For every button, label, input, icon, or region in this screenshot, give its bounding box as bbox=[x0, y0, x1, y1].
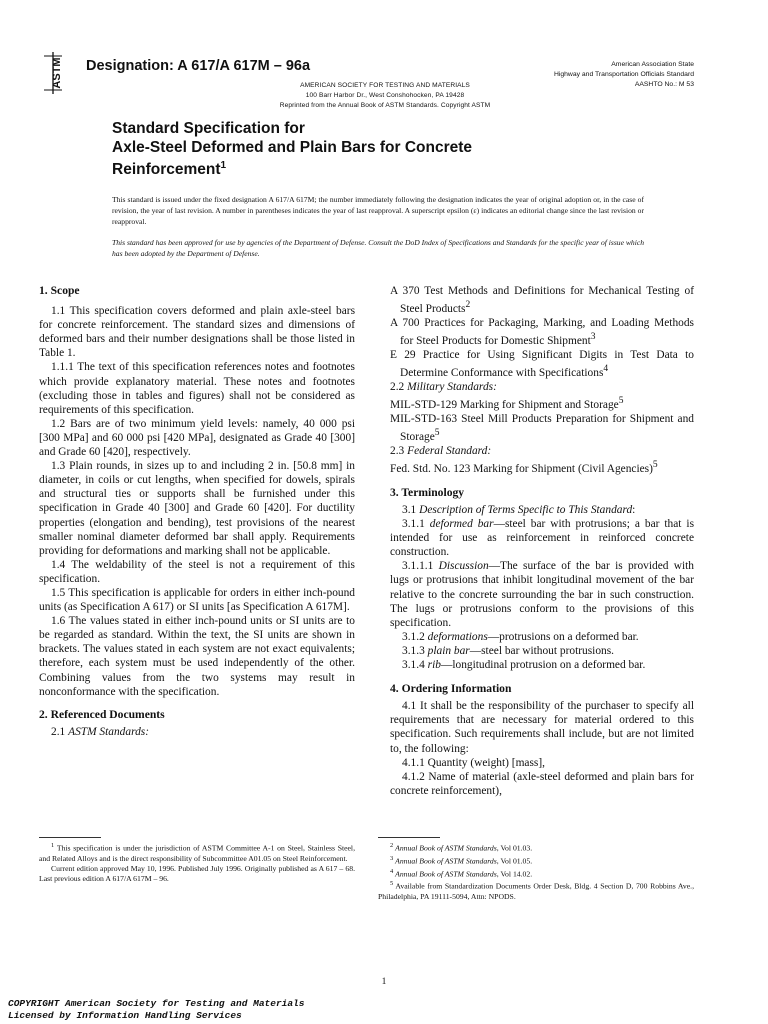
footnote-marker: 4 bbox=[390, 867, 394, 875]
definition-text: —protrusions on a deformed bar. bbox=[487, 630, 639, 643]
copyright-line: Licensed by Information Handling Services bbox=[8, 1010, 242, 1021]
reference-item bbox=[390, 348, 694, 380]
footnote-marker: 2 bbox=[390, 842, 394, 849]
paragraph bbox=[390, 444, 694, 458]
definition-text: —The surface of the bar is provided with lugs or protrusions that inhibit longitudinal movement of the bar relative to the concrete surrounding the bar in such construction. The lugs or protrusions conform to the provisions of this specification. bbox=[390, 560, 695, 629]
section-heading: 1. Scope bbox=[39, 284, 80, 297]
footnote-marker: 4 bbox=[603, 364, 609, 375]
reference-text: A 700 Practices for Packaging, Marking, and Loading Methods for Steel Products for Domestic Shipment bbox=[390, 316, 694, 347]
paragraph-label: Federal Standard: bbox=[407, 444, 492, 457]
footnote-rule bbox=[39, 837, 101, 838]
paragraph: 1.5 This specification is applicable for orders in either inch-pound units (as Specification A 617) or SI units [as Specification A 617M]. bbox=[39, 586, 355, 614]
astm-logo-text: ASTM bbox=[51, 57, 63, 89]
paragraph-number: 2.3 bbox=[390, 444, 405, 457]
footnotes-right bbox=[378, 837, 694, 902]
footnote-text: Annual Book of ASTM Standards bbox=[395, 856, 497, 866]
reference-item bbox=[390, 412, 694, 444]
paragraph: 4.1 It shall be the responsibility of the purchaser to specify all requirements that are necessary for material ordered to this specification. Such requirements shall include, but are not limited to, the following: bbox=[390, 700, 694, 755]
designation: Designation: A 617/A 617M – 96a bbox=[86, 58, 311, 74]
paragraph-number: 3.1.2 bbox=[402, 630, 425, 643]
paragraph-number: 3.1.1 bbox=[402, 518, 425, 531]
footnote bbox=[39, 841, 355, 864]
footnote bbox=[378, 841, 694, 854]
section-heading: 2. Referenced Documents bbox=[39, 707, 165, 721]
paragraph-label: ASTM Standards: bbox=[68, 725, 150, 738]
paragraph: 4.1.1 Quantity (weight) [mass], bbox=[402, 756, 545, 769]
definition bbox=[390, 644, 694, 658]
footnote-marker: 5 bbox=[618, 396, 624, 407]
definition bbox=[390, 630, 694, 644]
paragraph-number: 2.1 bbox=[51, 725, 66, 738]
paragraph: 4.1.2 Name of material (axle-steel deformed and plain bars for concrete reinforcement), bbox=[390, 770, 694, 797]
left-column bbox=[39, 284, 355, 739]
copyright-notice bbox=[8, 998, 304, 1022]
paragraph-number: 3.1.4 bbox=[402, 659, 425, 672]
footnote: Current edition approved May 10, 1996. Published July 1996. Originally published as A 617 – 68. Last previous edition A 617/A 617M – 96. bbox=[39, 863, 355, 884]
right-column bbox=[390, 284, 694, 798]
defined-term: plain bar bbox=[427, 644, 470, 657]
defined-term: rib bbox=[427, 659, 441, 672]
footnote-volume: , Vol 14.02. bbox=[496, 869, 533, 879]
footnotes-left bbox=[39, 837, 355, 884]
paragraph: 1.2 Bars are of two minimum yield levels: namely, 40 000 psi [300 MPa] and 60 000 psi [420 MPa], designated as Grade 40 [300] and Grade 60 [420], respectively. bbox=[39, 417, 355, 459]
footnote-rule bbox=[378, 837, 440, 838]
reference-text: MIL-STD-163 Steel Mill Products Preparation for Shipment and Storage bbox=[390, 412, 694, 443]
society-line: 100 Barr Harbor Dr., West Conshohocken, PA 19428 bbox=[305, 91, 465, 99]
footnote-marker: 1 bbox=[51, 842, 55, 849]
paragraph: 1.6 The values stated in either inch-pound units or SI units are to be regarded as standard. Within the text, the SI units are shown in brackets. The values stated in each system are not exact equivalents; therefore, each system must be used independently of the other. Combining values from the two systems may result in nonconformance with the specification. bbox=[39, 615, 355, 698]
reference-item bbox=[390, 458, 694, 476]
paragraph-label: Description of Terms Specific to This Standard bbox=[419, 504, 633, 516]
reference-text: MIL-STD-129 Marking for Shipment and Storage bbox=[390, 398, 619, 411]
footnote-text: Annual Book of ASTM Standards bbox=[395, 869, 497, 879]
society-block bbox=[250, 81, 520, 110]
footnote-volume: , Vol 01.05. bbox=[496, 856, 533, 866]
title-line-3 bbox=[112, 157, 472, 180]
definition bbox=[390, 658, 694, 672]
reference-text: Fed. Std. No. 123 Marking for Shipment (Civil Agencies) bbox=[390, 462, 653, 475]
reference-item bbox=[390, 284, 694, 316]
footnote-marker: 5 bbox=[652, 460, 658, 471]
page-number: 1 bbox=[381, 977, 387, 987]
footnote-text: Available from Standardization Documents Order Desk, Bldg. 4 Section D, 700 Robbins Ave., Philadelphia, PA 19111-5094, Attn: NPODS. bbox=[378, 881, 695, 902]
paragraph-number: 3.1 bbox=[402, 504, 417, 516]
footnote bbox=[378, 879, 694, 902]
section-heading: 3. Terminology bbox=[390, 485, 465, 499]
paragraph-number: 3.1.3 bbox=[402, 644, 425, 657]
society-line: Reprinted from the Annual Book of ASTM Standards. Copyright ASTM bbox=[279, 101, 491, 109]
reference-text: A 370 Test Methods and Definitions for Mechanical Testing of Steel Products bbox=[390, 285, 694, 315]
defined-term: Discussion bbox=[438, 560, 489, 573]
paragraph: 1.4 The weldability of the steel is not a requirement of this specification. bbox=[39, 558, 355, 585]
footnote-text: Annual Book of ASTM Standards bbox=[395, 843, 497, 853]
title-footnote-marker: 1 bbox=[220, 160, 227, 171]
reference-item bbox=[390, 394, 694, 412]
definition bbox=[390, 517, 694, 559]
paragraph bbox=[390, 380, 694, 394]
paragraph: 1.3 Plain rounds, in sizes up to and including 2 in. [50.8 mm] in diameter, in coils or cut lengths, when specified for dowels, spirals and structural ties or supports shall be furnished under this specification in Grade 40 [300] and Grade 60 [420]. For ductility properties (elongation and bending), test provisions of the nearest smaller nominal diameter deformed bar shall apply. Requirements providing for deformations and marking shall not be applicable. bbox=[39, 460, 355, 557]
title-text: Reinforcement bbox=[112, 161, 221, 179]
astm-logo bbox=[38, 50, 68, 96]
paragraph: 3.1 Description of Terms Specific to This Standard: bbox=[402, 504, 636, 516]
paragraph-number: 3.1.1.1 bbox=[402, 560, 434, 573]
society-line: AMERICAN SOCIETY FOR TESTING AND MATERIALS bbox=[300, 82, 470, 89]
footnote-volume: , Vol 01.03. bbox=[496, 843, 533, 853]
footnote bbox=[378, 867, 694, 880]
aashto-line: Highway and Transportation Officials Standard bbox=[553, 71, 694, 78]
title-line: Standard Specification for bbox=[112, 120, 305, 137]
definition-text: —longitudinal protrusion on a deformed bar. bbox=[440, 659, 646, 672]
aashto-line: American Association State bbox=[611, 61, 694, 68]
title-line: Axle-Steel Deformed and Plain Bars for Concrete bbox=[112, 138, 473, 156]
paragraph bbox=[39, 725, 355, 739]
aashto-line: AASHTO No.: M 53 bbox=[634, 81, 694, 88]
copyright-line: COPYRIGHT American Society for Testing and Materials bbox=[8, 998, 305, 1009]
footnote-marker: 5 bbox=[390, 880, 394, 888]
defined-term: deformations bbox=[427, 630, 488, 643]
aashto-block bbox=[508, 60, 694, 90]
section-heading: 4. Ordering Information bbox=[390, 682, 512, 696]
reference-text: E 29 Practice for Using Significant Digits in Test Data to Determine Conformance with Specifications bbox=[390, 348, 694, 379]
paragraph-number: 2.2 bbox=[390, 380, 405, 393]
footnote bbox=[378, 854, 694, 867]
definition-text: —steel bar without protrusions. bbox=[469, 644, 614, 657]
paragraph-label: Military Standards: bbox=[407, 380, 497, 393]
definition-text: —steel bar with protrusions; a bar that is intended for use as reinforcement in reinforced concrete construction. bbox=[390, 518, 694, 559]
issued-note: This standard is issued under the fixed designation A 617/A 617M; the number immediately following the designation indicates the year of original adoption or, in the case of revision, the year of last revision. A number in parentheses indicates the year of last reapproval. A superscript epsilon (ε) indicates an editorial change since the last revision or reapproval. bbox=[112, 195, 644, 227]
reference-item bbox=[390, 316, 694, 348]
definition bbox=[390, 559, 694, 629]
approved-note: This standard has been approved for use by agencies of the Department of Defense. Consult the DoD Index of Specifications and Standards for the specific year of issue which has been adopted by the Department of Defense. bbox=[112, 238, 644, 259]
footnote-marker: 3 bbox=[390, 854, 394, 862]
paragraph: 1.1 This specification covers deformed and plain axle-steel bars for concrete reinforcement. The standard sizes and dimensions of deformed bars and their number designations shall be those listed in Table 1. bbox=[39, 305, 355, 360]
footnote-marker: 5 bbox=[434, 428, 440, 439]
footnote-marker: 2 bbox=[465, 300, 471, 311]
paragraph: 1.1.1 The text of this specification references notes and footnotes which provide explanatory material. These notes and footnotes (excluding those in tables and figures) shall not be considered as requirements of this specification. bbox=[39, 361, 355, 416]
defined-term: deformed bar bbox=[429, 518, 494, 531]
document-title bbox=[112, 120, 472, 180]
footnote-text: This specification is under the jurisdiction of ASTM Committee A-1 on Steel, Stainless Steel, and Related Alloys and is the direct responsibility of Subcommittee A01.05 on Steel Reinforcement. bbox=[39, 843, 355, 863]
footnote-marker: 3 bbox=[590, 332, 596, 343]
